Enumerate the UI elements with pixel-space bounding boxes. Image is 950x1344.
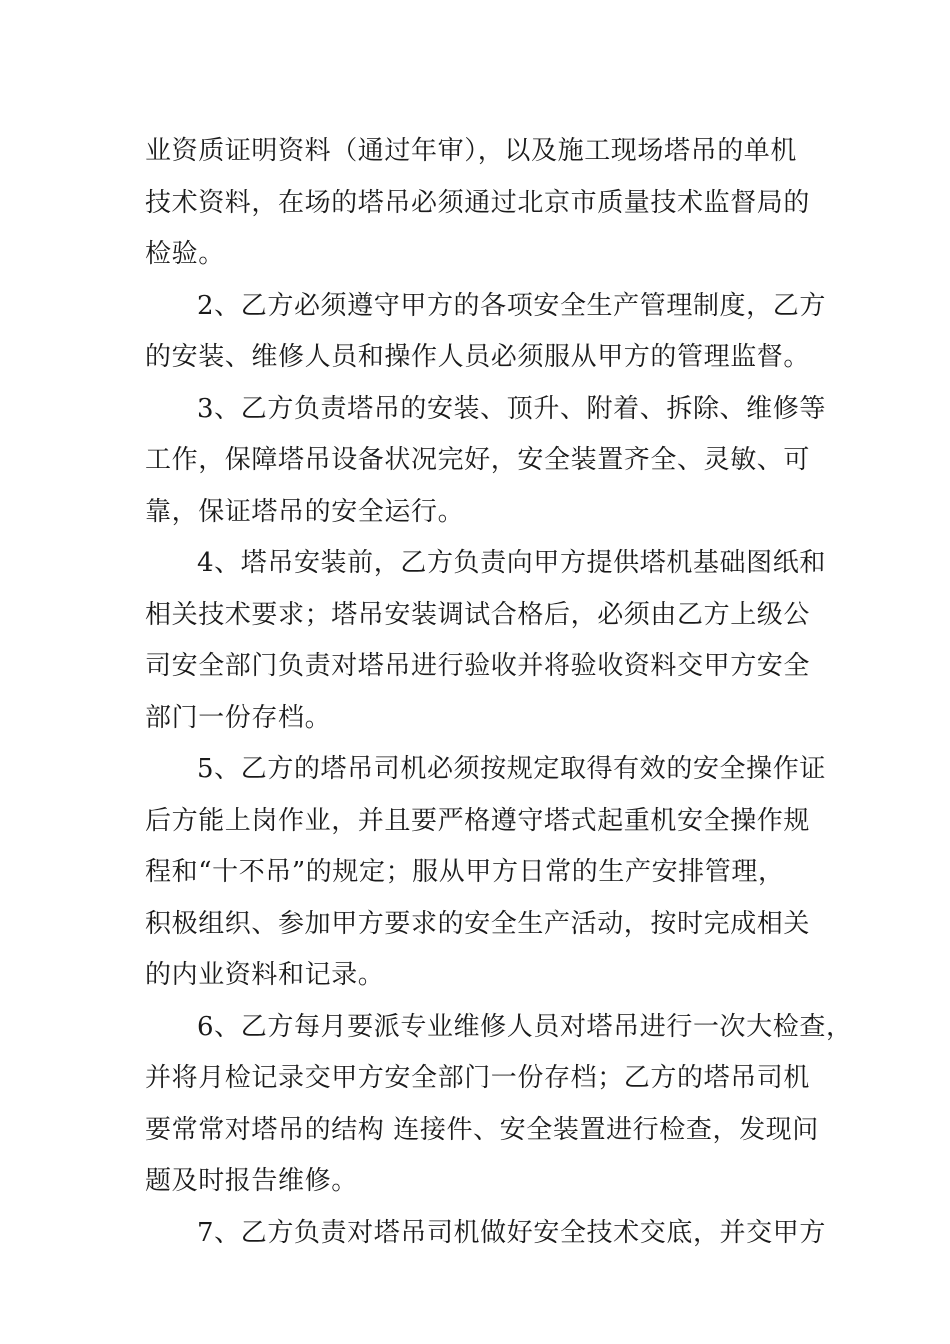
- paragraph-start-line: 7、乙方负责对塔吊司机做好安全技术交底，并交甲方: [197, 1217, 826, 1248]
- text-line: 技术资料，在场的塔吊必须通过北京市质量技术监督局的: [145, 187, 811, 218]
- paragraph-start-line: 2、乙方必须遵守甲方的各项安全生产管理制度，乙方: [197, 290, 826, 321]
- paragraph-start-line: 5、乙方的塔吊司机必须按规定取得有效的安全操作证: [197, 754, 826, 784]
- text-line: 检验。: [145, 239, 225, 269]
- text-line: 靠，保证塔吊的安全运行。: [145, 496, 465, 527]
- text-line: 部门一份存档。: [145, 702, 332, 733]
- document-body: [145, 126, 853, 1259]
- text-line: 的安装、维修人员和操作人员必须服从甲方的管理监督。: [145, 342, 811, 372]
- paragraph-start-line: 6、乙方每月要派专业维修人员对塔吊进行一次大检查，: [197, 1011, 853, 1042]
- text-line: 业资质证明资料（通过年审），以及施工现场塔吊的单机: [145, 136, 798, 166]
- paragraph-start-line: 4、塔吊安装前，乙方负责向甲方提供塔机基础图纸和: [197, 548, 826, 578]
- text-line: 相关技术要求；塔吊安装调试合格后，必须由乙方上级公: [145, 599, 811, 630]
- text-line: 程和“十不吊”的规定；服从甲方日常的生产安排管理，: [145, 857, 785, 887]
- text-line: 工作，保障塔吊设备状况完好，安全装置齐全、灵敏、可: [145, 445, 811, 475]
- text-line: 题及时报告维修。: [145, 1166, 358, 1196]
- text-line: 要常常对塔吊的结构 连接件、安全装置进行检查，发现问: [145, 1114, 819, 1145]
- text-line: 后方能上岗作业，并且要严格遵守塔式起重机安全操作规: [145, 805, 811, 836]
- text-line: 并将月检记录交甲方安全部门一份存档；乙方的塔吊司机: [145, 1063, 811, 1093]
- paragraph-start-line: 3、乙方负责塔吊的安装、顶升、附着、拆除、维修等: [197, 393, 826, 424]
- text-line: 积极组织、参加甲方要求的安全生产活动，按时完成相关: [145, 908, 811, 939]
- text-line: 的内业资料和记录。: [145, 960, 385, 990]
- text-line: 司安全部门负责对塔吊进行验收并将验收资料交甲方安全: [145, 651, 811, 681]
